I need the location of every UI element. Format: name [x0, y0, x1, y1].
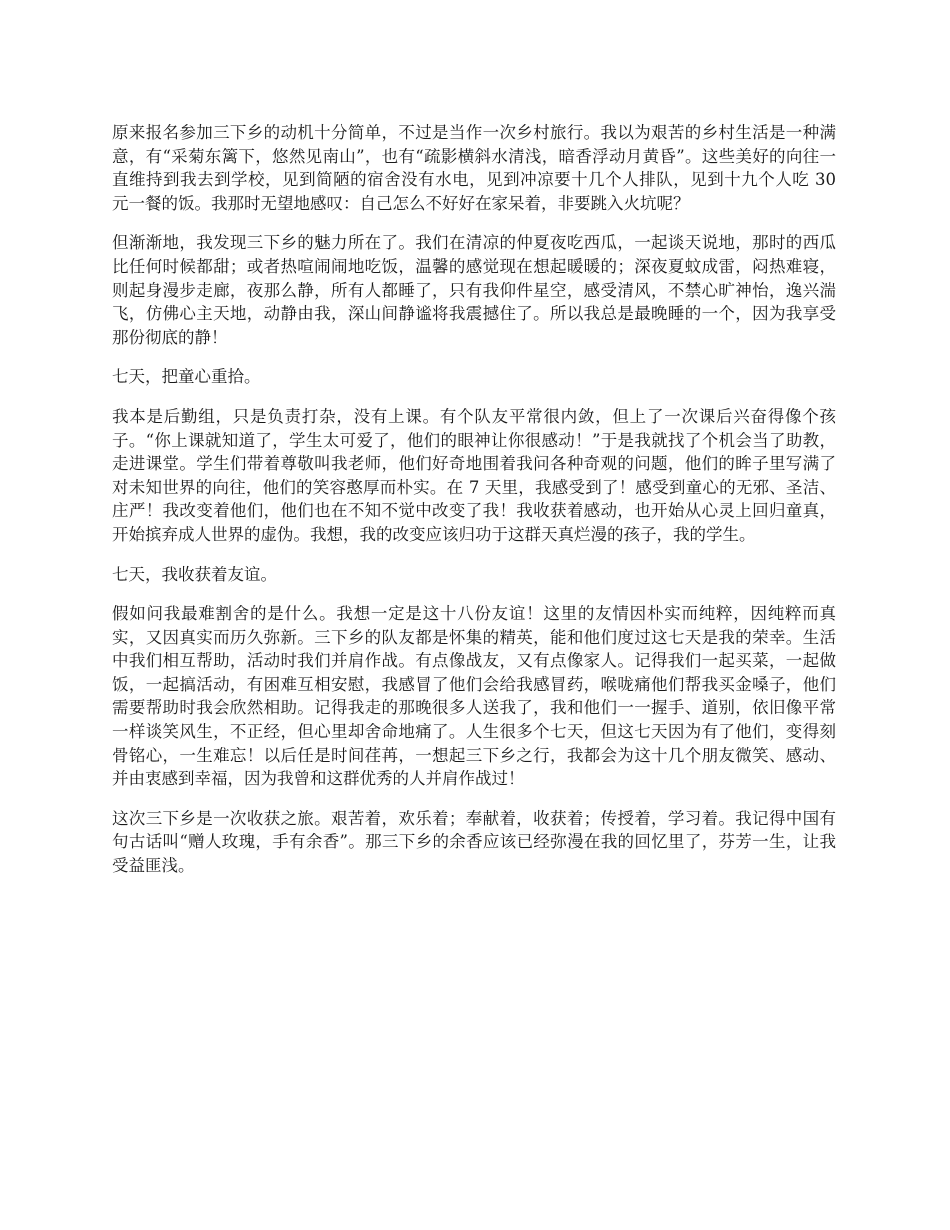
- paragraph-heading-childlike-heart: 七天，把童心重拾。: [112, 367, 261, 387]
- paragraph-motivation: 原来报名参加三下乡的动机十分简单，不过是当作一次乡村旅行。我以为艰苦的乡村生活是一种满意，有“采菊东篱下，悠然见南山”，也有“疏影横斜水清浅，暗香浮动月黄昏”。这些美好的向往一直维持到我去到学校，见到简陋的宿舍没有水电，见到冲凉要十几个人排队，见到十九个人吃 30 元一餐的饭。我那时无望地感叹：自己怎么不好好在家呆着，非要跳入火坑呢？: [112, 123, 836, 213]
- paragraph-charm: 但渐渐地，我发现三下乡的魅力所在了。我们在清凉的仲夏夜吃西瓜，一起谈天说地，那时的西瓜比任何时候都甜；或者热喧闹闹地吃饭，温馨的感觉现在想起暖暖的；深夜夏蚊成雷，闷热难寝，则起身漫步走廊，夜那么静，所有人都睡了，只有我仰件星空，感受清风，不禁心旷神怡，逸兴湍飞，仿佛心主天地，动静由我，深山间静谧将我震撼住了。所以我总是最晚睡的一个，因为我享受那份彻底的静！: [112, 233, 836, 347]
- paragraph-friendship: 假如问我最难割舍的是什么。我想一定是这十八份友谊！这里的友情因朴实而纯粹，因纯粹而真实，又因真实而历久弥新。三下乡的队友都是怀集的精英，能和他们度过这七天是我的荣幸。生活中我们相互帮助，活动时我们并肩作战。有点像战友，又有点像家人。记得我们一起买菜，一起做饭，一起搞活动，有困难互相安慰，我感冒了他们会给我感冒药，喉咙痛他们帮我买金嗓子，他们需要帮助时我会欣然相助。记得我走的那晚很多人送我了，我和他们一一握手、道别，依旧像平常一样谈笑风生，不正经，但心里却舍命地痛了。人生很多个七天，但这七天因为有了他们，变得刻骨铭心，一生难忘！以后任是时间荏苒，一想起三下乡之行，我都会为这十几个朋友微笑、感动、并由衷感到幸福，因为我曾和这群优秀的人并肩作战过！: [112, 604, 836, 789]
- paragraph-conclusion: 这次三下乡是一次收获之旅。艰苦着，欢乐着；奉献着，收获着；传授着，学习着。我记得中国有句古话叫“赠人玫瑰，手有余香”。那三下乡的余香应该已经弥漫在我的回忆里了，芬芳一生，让我受益匪浅。: [112, 808, 836, 876]
- paragraph-heading-friendship: 七天，我收获着友谊。: [112, 564, 277, 584]
- document-body: [112, 121, 836, 894]
- paragraph-teaching-assistant: 我本是后勤组，只是负责打杂，没有上课。有个队友平常很内敛，但上了一次课后兴奋得像个孩子。“你上课就知道了，学生太可爱了，他们的眼神让你很感动！”于是我就找了个机会当了助教，走进课堂。学生们带着尊敬叫我老师，他们好奇地围着我问各种奇观的问题，他们的眸子里写满了对未知世界的向往，他们的笑容憨厚而朴实。在 7 天里，我感受到了！感受到童心的无邪、圣洁、庄严！我改变着他们，他们也在不知不觉中改变了我！我收获着感动，也开始从心灵上回归童真，开始摈弃成人世界的虚伪。我想，我的改变应该归功于这群天真烂漫的孩子，我的学生。: [112, 406, 836, 544]
